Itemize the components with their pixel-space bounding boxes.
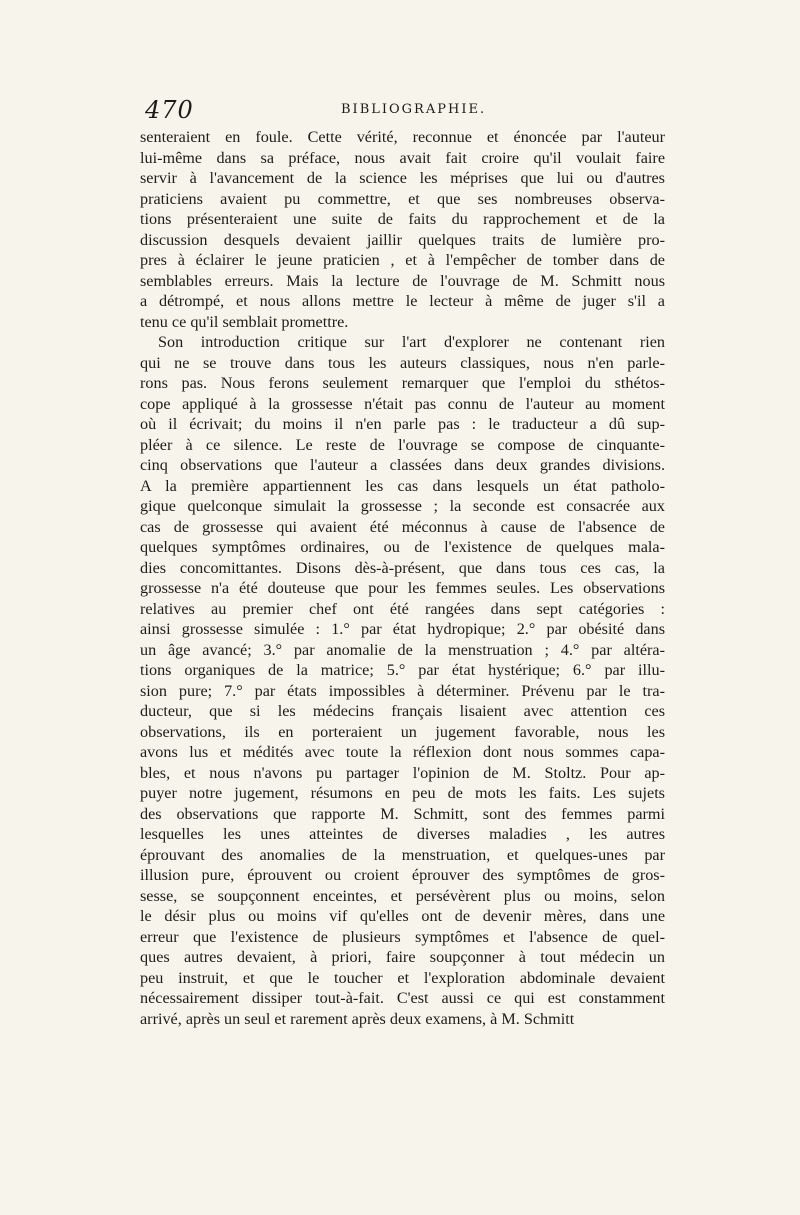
- page-number: 470: [145, 96, 194, 124]
- text-line: ducteur, que si les médecins français lisaient avec attention ces: [140, 702, 665, 720]
- text-line: cinq observations que l'auteur a classées dans deux grandes divisions.: [140, 456, 665, 474]
- text-line: pléer à ce silence. Le reste de l'ouvrage se compose de cinquante-: [140, 435, 665, 454]
- text-line: grossesse n'a été douteuse que pour les femmes seules. Les observations: [140, 579, 665, 597]
- text-line: nécessairement dissiper tout-à-fait. C'est aussi ce qui est constamment: [140, 989, 665, 1007]
- text-line: gique quelconque simulait la grossesse ; la seconde est consacrée aux: [140, 497, 665, 515]
- text-line: rons pas. Nous ferons seulement remarquer que l'emploi du sthétos-: [140, 374, 665, 392]
- text-line: où il écrivait; du moins il n'en parle pas : le traducteur a dû sup-: [140, 415, 665, 433]
- text-line: lui-même dans sa préface, nous avait fait croire qu'il voulait faire: [140, 148, 665, 167]
- text-line: sion pure; 7.° par états impossibles à déterminer. Prévenu par le tra-: [140, 681, 665, 700]
- text-line: senteraient en foule. Cette vérité, reconnue et énoncée par l'auteur: [140, 128, 665, 146]
- text-line: a détrompé, et nous allons mettre le lecteur à même de juger s'il a: [140, 292, 665, 310]
- text-line: semblables erreurs. Mais la lecture de l'ouvrage de M. Schmitt nous: [140, 271, 665, 290]
- text-line: arrivé, après un seul et rarement après deux examens, à M. Schmitt: [140, 1009, 575, 1028]
- body-text: [140, 127, 665, 1029]
- text-line: relatives au premier chef ont été rangées dans sept catégories :: [140, 599, 665, 618]
- text-line: bles, et nous n'avons pu partager l'opinion de M. Stoltz. Pour ap-: [140, 763, 665, 782]
- text-line: un âge avancé; 3.° par anomalie de la menstruation ; 4.° par altéra-: [140, 640, 665, 659]
- text-line: quelques symptômes ordinaires, ou de l'existence de quelques mala-: [140, 538, 665, 556]
- text-line: servir à l'avancement de la science les méprises que lui ou d'autres: [140, 169, 665, 187]
- text-line: erreur que l'existence de plusieurs symptômes et l'absence de quel-: [140, 927, 665, 946]
- text-line: éprouvant des anomalies de la menstruation, et quelques-unes par: [140, 845, 665, 864]
- text-line: avons lus et médités avec toute la réflexion dont nous sommes capa-: [140, 743, 665, 761]
- text-line: A la première appartiennent les cas dans lesquels un état patholo-: [140, 476, 665, 495]
- page-header: [145, 96, 665, 126]
- text-line: tenu ce qu'il semblait promettre.: [140, 312, 349, 331]
- running-head: BIBLIOGRAPHIE.: [341, 102, 487, 117]
- text-line: des observations que rapporte M. Schmitt, sont des femmes parmi: [140, 804, 665, 823]
- text-line: le désir plus ou moins vif qu'elles ont de devenir mères, dans une: [140, 907, 665, 925]
- text-line: discussion desquels devaient jaillir quelques traits de lumière pro-: [140, 230, 665, 249]
- text-line: puyer notre jugement, résumons en peu de mots les faits. Les sujets: [140, 784, 665, 802]
- text-line: praticiens avaient pu commettre, et que ses nombreuses observa-: [140, 189, 665, 208]
- text-line: ainsi grossesse simulée : 1.° par état hydropique; 2.° par obésité dans: [140, 620, 665, 638]
- text-line: dies concomittantes. Disons dès-à-présent, que dans tous ces cas, la: [140, 558, 665, 577]
- text-line: observations, ils en porteraient un jugement favorable, nous les: [140, 722, 665, 741]
- text-line: pres à éclairer le jeune praticien , et à l'empêcher de tomber dans de: [140, 251, 665, 269]
- text-line: ques autres devaient, à priori, faire soupçonner à tout médecin un: [140, 948, 665, 966]
- text-line: sesse, se soupçonnent enceintes, et persévèrent plus ou moins, selon: [140, 886, 665, 905]
- text-line: illusion pure, éprouvent ou croient éprouver des symptômes de gros-: [140, 866, 665, 884]
- text-line: cas de grossesse qui avaient été méconnus à cause de l'absence de: [140, 517, 665, 536]
- text-line: tions présenteraient une suite de faits du rapprochement et de la: [140, 210, 665, 228]
- text-line: Son introduction critique sur l'art d'explorer ne contenant rien: [158, 333, 665, 351]
- text-line: peu instruit, et que le toucher et l'exploration abdominale devaient: [140, 968, 665, 987]
- text-line: cope appliqué à la grossesse n'était pas connu de l'auteur au moment: [140, 394, 665, 413]
- text-line: tions organiques de la matrice; 5.° par état hystérique; 6.° par illu-: [140, 661, 665, 679]
- text-line: lesquelles les unes atteintes de diverses maladies , les autres: [140, 825, 665, 843]
- text-line: qui ne se trouve dans tous les auteurs classiques, nous n'en parle-: [140, 353, 665, 372]
